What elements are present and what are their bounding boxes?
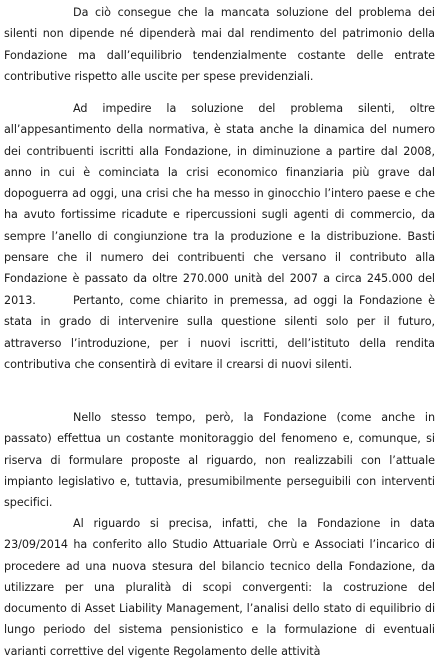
paragraph-3: Pertanto, come chiarito in premessa, ad oggi la Fondazione è stata in grado di intervenire sulla questione silenti solo per il futuro, attraverso l’introduzione, per i nuovi iscritti, dell’istituto della rendita contributiva che consentirà di evitare il crearsi di nuovi silenti.	[4, 294, 435, 371]
paragraph-1: Da ciò consegue che la mancata soluzione del problema dei silenti non dipende né dipenderà mai dal rendimento del patrimonio della Fondazione ma dall’equilibrio tendenzialmente costante delle entrate contributive rispetto alle uscite per spese previdenziali.	[4, 6, 435, 83]
paragraph-5: Al riguardo si precisa, infatti, che la Fondazione in data 23/09/2014 ha conferito allo Studio Attuariale Orrù e Associati l’incarico di procedere ad una nuova stesura del bilancio tecnico della Fondazione, da utilizzare per una pluralità di scopi convergenti: la costruzione del documento di Asset Liability Management, l’analisi dello stato di equilibrio di lungo periodo del sistema pensionistico e la formulazione di eventuali varianti correttive del vigente Regolamento delle attività	[4, 517, 435, 658]
paragraph-4: Nello stesso tempo, però, la Fondazione (come anche in passato) effettua un costante monitoraggio del fenomeno e, comunque, si riserva di formulare proposte al riguardo, non realizzabili con l’attuale impianto legislativo e, tuttavia, presumibilmente perseguibili con interventi specifici.	[4, 411, 435, 510]
paragraph-2: Ad impedire la soluzione del problema silenti, oltre all’appesantimento della normativa, è stata anche la dinamica del numero dei contribuenti iscritti alla Fondazione, in diminuzione a partire dal 2008, anno in cui è cominciata la crisi economico finanziaria più grave dal dopoguerra ad oggi, una crisi che ha messo in ginocchio l’intero paese e che ha avuto fortissime ricadute e ripercussioni sugli agenti di commercio, da sempre l’anello di congiunzione tra la produzione e la distribuzione. Basti pensare che il numero dei contribuenti che versano il contributo alla Fondazione è passato da oltre 270.000 unità del 2007 a circa 245.000 del 2013.	[4, 102, 435, 307]
